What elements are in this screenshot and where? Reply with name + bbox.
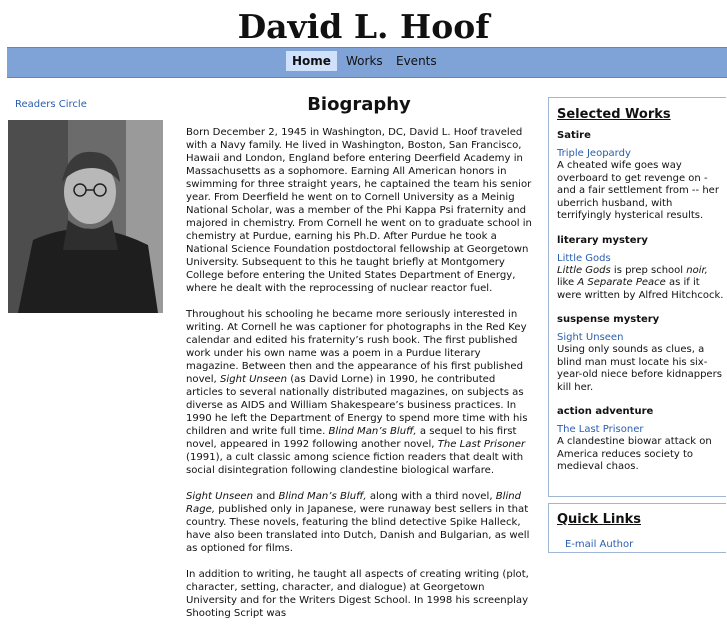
bio-paragraph: Born December 2, 1945 in Washington, DC, David L. Hoof traveled with a Navy family. He lived in Washington, Boston, San Francisco, Hawaii and London, England before entering Deerfield Academy in Massachusetts as a sophomore. Earning All American honors in swimming for three straight years, he captained the team his senior year. From Deerfield he went on to Cornell University as a Meinig National Scholar, was a member of the Phi Kappa Psi fraternity and majored in chemistry. From Cornell he went on to graduate school in chemistry at Purdue, earning his Ph.D. After Purdue he took a National Science Foundation postdoctoral fellowship at Georgetown University. Subsequent to this he taught briefly at Montgomery College before entering the United States Department of Energy, where he dealt with the reprocessing of nuclear reactor fuel. <box>186 127 532 294</box>
site-title: David L. Hoof <box>237 7 490 46</box>
work-description: Using only sounds as clues, a blind man must locate his six-year-old niece before kidnappers kill her. <box>557 344 722 393</box>
bio-paragraph: Sight Unseen and Blind Man’s Bluff, along with a third novel, Blind Rage, published only in Japanese, were runaway best sellers in that country. These novels, featuring the blind detective Spike Halleck, have also been translated into Dutch, Danish and Bulgarian, as well as optioned for films. <box>186 491 530 554</box>
nav-home[interactable]: Home <box>286 51 337 71</box>
work-link-last-prisoner[interactable]: The Last Prisoner <box>557 424 644 435</box>
bio-paragraph: Throughout his schooling he became more seriously interested in writing. At Cornell he was captioner for photographs in the Red Key calendar and edited his fraternity’s rush book. The first published work under his own name was a poem in a Purdue literary magazine. Between then and the appearance of his first published novel, Sight Unseen (as David Lorne) in 1990, he contributed articles to several nationally distributed magazines, on subjects as diverse as AIDS and William Shakespeare’s business practices. In 1990 he left the Department of Energy to spend more time with his children and write full time. Blind Man’s Bluff, a sequel to his first novel, appeared in 1992 following another novel, The Last Prisoner (1991), a cult classic among science fiction readers that dealt with social disintegration following clandestine biological warfare. <box>186 309 528 476</box>
selected-works-panel <box>548 97 726 497</box>
work-link-sight-unseen[interactable]: Sight Unseen <box>557 332 624 343</box>
quick-links-panel <box>548 503 726 553</box>
genre-label: action adventure <box>557 406 654 417</box>
genre-label: suspense mystery <box>557 314 660 325</box>
author-photo <box>8 120 163 313</box>
genre-label: literary mystery <box>557 234 648 246</box>
readers-circle-link[interactable]: Readers Circle <box>15 99 87 110</box>
biography-text <box>186 126 532 633</box>
nav-works[interactable]: Works <box>346 54 383 68</box>
email-author-link[interactable]: E-mail Author <box>565 539 634 550</box>
main-nav <box>7 47 727 78</box>
work-description: Little Gods is prep school noir, like A Separate Peace as if it were written by Alfred Hitchcock. <box>557 264 724 301</box>
quick-links-title: Quick Links <box>557 512 642 527</box>
page-heading: Biography <box>307 94 411 115</box>
work-description: A clandestine biowar attack on America reduces society to medieval chaos. <box>557 436 712 472</box>
bio-paragraph: In addition to writing, he taught all aspects of creating writing (plot, character, setting, character, and dialogue) at Georgetown University and for the Writers Digest School. In 1998 his screenplay Shooting Script was <box>186 569 529 619</box>
selected-works-title: Selected Works <box>557 107 671 122</box>
work-description: A cheated wife goes way overboard to get revenge on - and a fair settlement from -- her uberrich husband, with terrifyingly hysterical results. <box>557 160 719 221</box>
genre-label: Satire <box>557 130 591 141</box>
author-photo-art <box>8 120 163 313</box>
work-link-little-gods[interactable]: Little Gods <box>557 252 611 264</box>
work-link-triple-jeopardy[interactable]: Triple Jeopardy <box>557 148 631 159</box>
nav-events[interactable]: Events <box>396 54 437 68</box>
